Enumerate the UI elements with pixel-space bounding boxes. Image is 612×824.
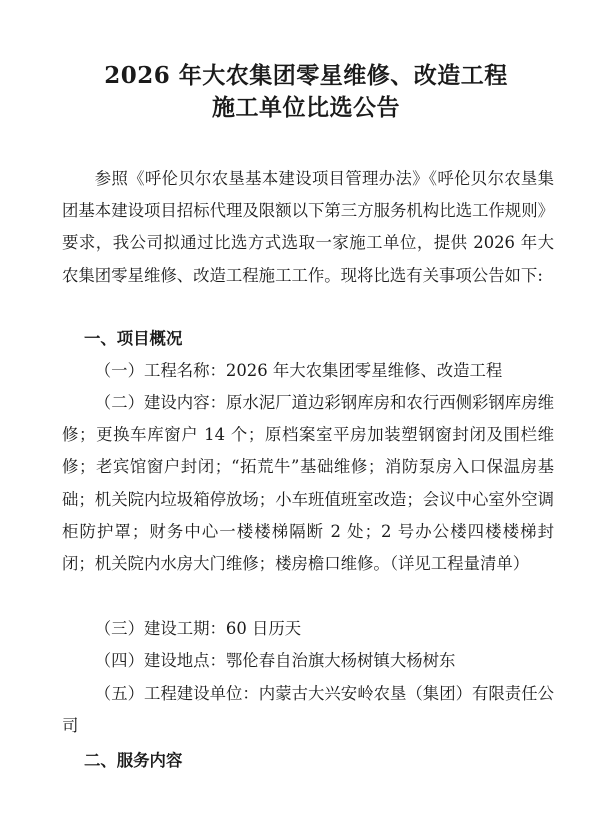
project-name-item: （一）工程名称：2026 年大农集团零星维修、改造工程 <box>94 361 503 380</box>
construction-content-item: （二）建设内容：原水泥厂道边彩钢库房和农行西侧彩钢库房维修；更换车库窗户 14 个；原档案室平房加装塑钢窗封闭及围栏维修；老宾馆窗户封闭；“拓荒牛”基础维修；消防泵房入口保温房基础；机关院内垃圾箱停放场；小车班值班室改造；会议中心室外空调柜防护罩；财务中心一楼楼梯隔断 2 处；2 号办公楼四楼楼梯封闭；机关院内水房大门维修；楼房檐口维修。（详见工程量清单） <box>62 393 554 574</box>
construction-period-item: （三）建设工期：60 日历天 <box>94 619 302 638</box>
construction-unit-item: （五）工程建设单位：内蒙古大兴安岭农垦（集团）有限责任公司 <box>62 684 554 736</box>
document-title-line1: 2026 年大农集团零星维修、改造工程 <box>104 62 508 89</box>
section-heading-service-content: 二、服务内容 <box>84 751 183 770</box>
document-title-line2: 施工单位比选公告 <box>212 94 400 121</box>
construction-location-item: （四）建设地点：鄂伦春自治旗大杨树镇大杨树东 <box>94 651 456 670</box>
section-heading-project-overview: 一、项目概况 <box>84 329 183 348</box>
intro-paragraph: 参照《呼伦贝尔农垦基本建设项目管理办法》《呼伦贝尔农垦集团基本建设项目招标代理及限额以下第三方服务机构比选工作规则》要求，我公司拟通过比选方式选取一家施工单位，提供 2026 年大农集团零星维修、改造工程施工工作。现将比选有关事项公告如下: <box>62 169 554 285</box>
